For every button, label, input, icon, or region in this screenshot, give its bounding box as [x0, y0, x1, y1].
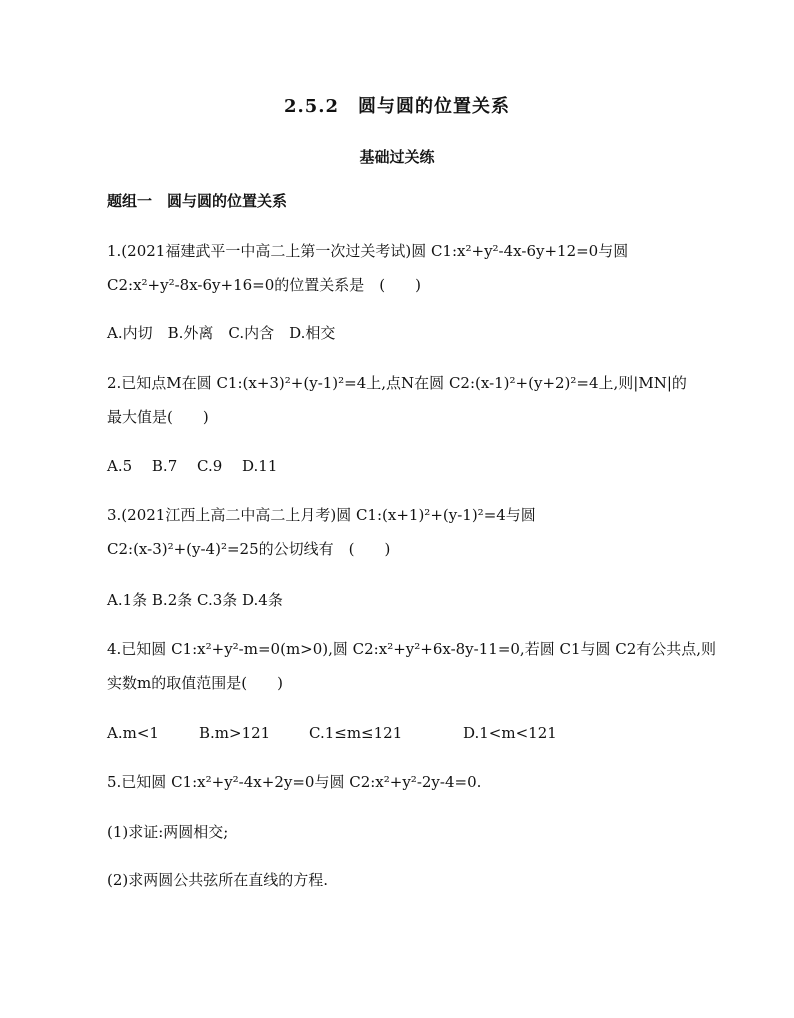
question-5-part-1: (1)求证:两圆相交; — [107, 823, 229, 841]
question-3-line-1: 3.(2021江西上高二中高二上月考)圆 C1:(x+1)²+(y-1)²=4与圆 — [107, 506, 536, 524]
q1-text-1: 1.(2021福建武平一中高二上第一次过关考试)圆 C1:x²+y²-4x-6y+12=0与圆 — [107, 242, 629, 260]
question-1-line-2 — [107, 274, 421, 296]
question-2-line-2: 最大值是( ) — [107, 408, 209, 426]
q4-option-d: D.1<m<121 — [463, 724, 557, 742]
question-3-line-2: C2:(x-3)²+(y-4)²=25的公切线有 ( ) — [107, 540, 391, 558]
q1-text-2: C2:x²+y²-8x-6y+16=0的位置关系是 ( ) — [107, 276, 421, 294]
q4-option-b: B.m>121 — [199, 724, 271, 742]
q4-option-c: C.1≤m≤121 — [309, 724, 403, 742]
question-1-options: A.内切 B.外离 C.内含 D.相交 — [107, 324, 336, 342]
q4-option-a: A.m<1 — [107, 724, 159, 742]
section-title: 2.5.2 圆与圆的位置关系 — [283, 96, 511, 117]
question-4-options — [107, 722, 557, 744]
question-5-part-2: (2)求两圆公共弦所在直线的方程. — [107, 871, 329, 889]
question-2-options: A.5 B.7 C.9 D.11 — [107, 457, 278, 475]
question-1-line-1 — [107, 240, 628, 262]
question-4-line-1: 4.已知圆 C1:x²+y²-m=0(m>0),圆 C2:x²+y²+6x-8y-11=0,若圆 C1与圆 C2有公共点,则 — [107, 640, 717, 658]
question-group-heading: 题组一 圆与圆的位置关系 — [107, 192, 288, 210]
question-3-options: A.1条 B.2条 C.3条 D.4条 — [107, 591, 283, 609]
question-4-line-2: 实数m的取值范围是( ) — [107, 674, 283, 692]
question-5-line-1: 5.已知圆 C1:x²+y²-4x+2y=0与圆 C2:x²+y²-2y-4=0. — [107, 773, 482, 791]
question-2-line-1: 2.已知点M在圆 C1:(x+3)²+(y-1)²=4上,点N在圆 C2:(x-1)²+(y+2)²=4上,则|MN|的 — [107, 374, 687, 392]
section-subtitle: 基础过关练 — [359, 148, 435, 166]
